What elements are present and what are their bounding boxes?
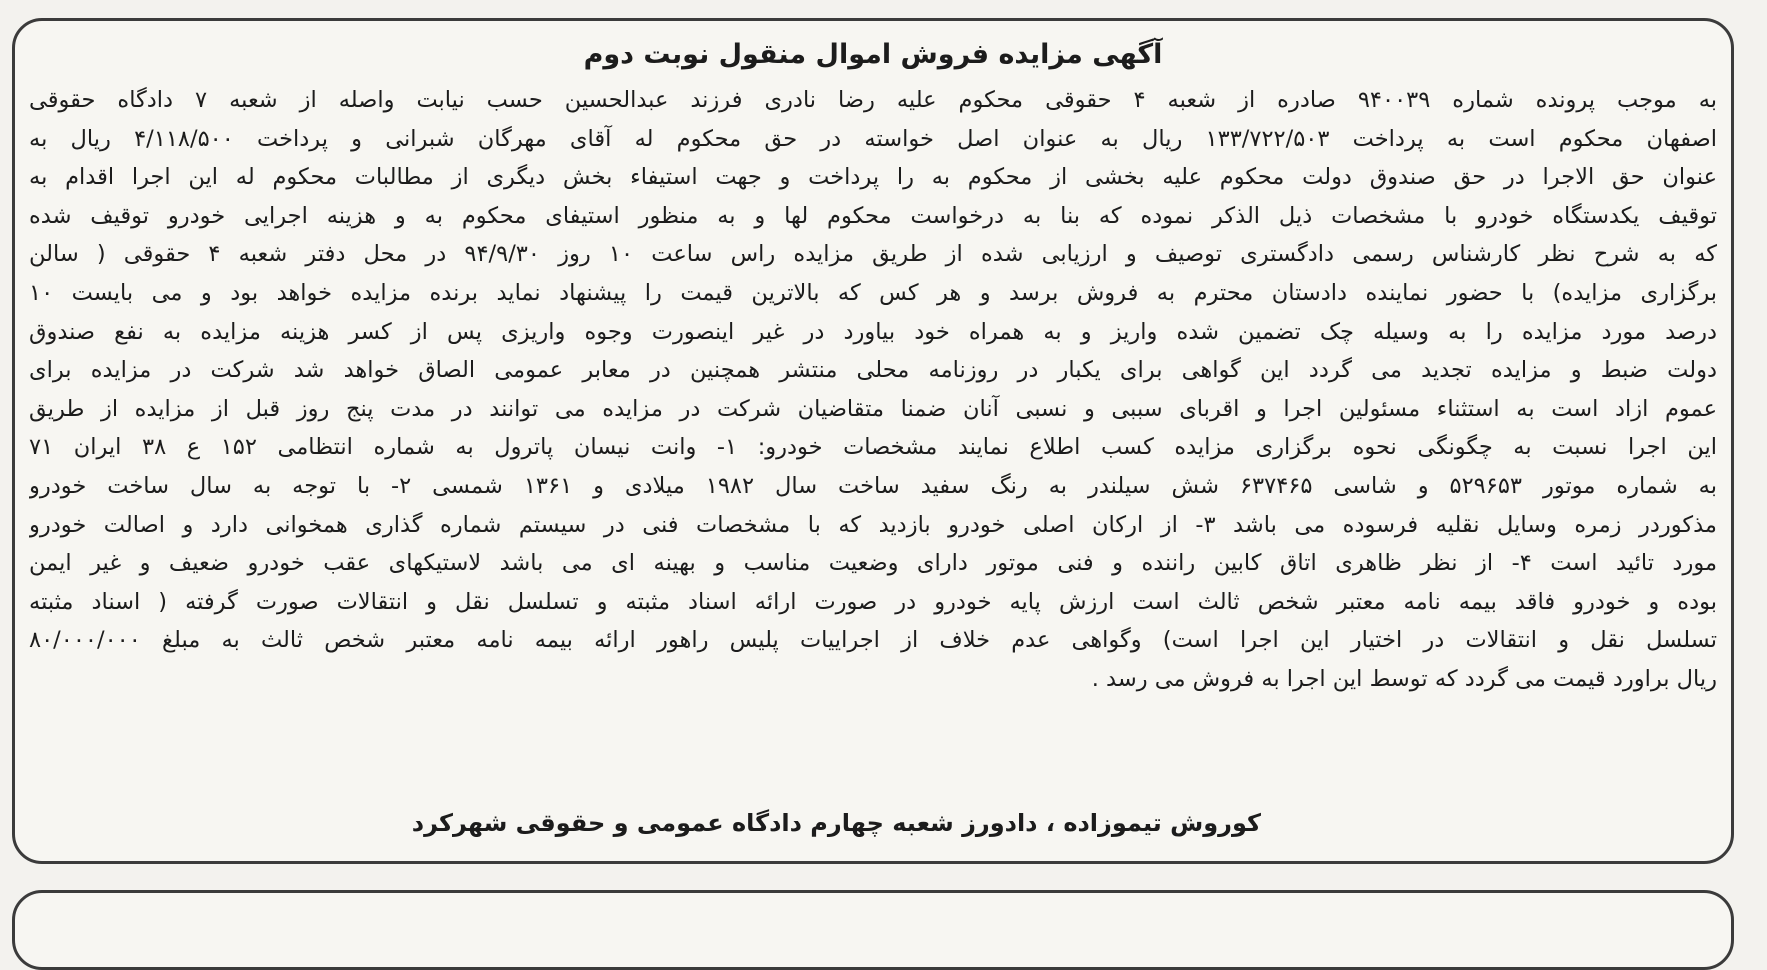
notice-line: به موجب پرونده شماره ۹۴۰۰۳۹ صادره از شعبه ۴ حقوقی محکوم علیه رضا نادری فرزند عبدالحسین حسب نیابت واصله از شعبه ۷ دادگاه حقوقی	[29, 87, 1717, 113]
notice-line: درصد مورد مزایده را به وسیله چک تضمین شده واریز و به همراه خود بیاورد در غیر اینصورت وجوه واریزی پس از کسر هزینه مزایده به نفع صندوق	[29, 318, 1717, 345]
notice-line: برگزاری مزایده) با حضور نماینده دادستان محترم به فروش برسد و هر کس که بالاترین قیمت را پیشنهاد نماید برنده مزایده خواهد بود و می بایست ۱۰	[29, 279, 1717, 306]
notice-line: عنوان حق الاجرا در حق صندوق دولت محکوم علیه بخشی از محکوم به را پرداخت و جهت استیفاء بخش دیگری از مطالبات محکوم له این اجرا اقدام به	[29, 164, 1717, 191]
notice-line: که به شرح نظر کارشناس رسمی دادگستری توصیف و ارزیابی شده از طریق مزایده راس ساعت ۱۰ روز ۹۴/۹/۳۰ در محل دفتر شعبه ۴ حقوقی ( سالن	[29, 241, 1717, 268]
notice-line: بوده و خودرو فاقد بیمه نامه معتبر شخص ثالث است ارزش پایه خودرو در صورت ارائه اسناد مثبته و تسلسل نقل و انتقالات صورت گرفته ( اسناد مثبته	[29, 588, 1717, 615]
notice-line: مورد تائید است ۴- از نظر ظاهری اتاق کابین راننده و فنی موتور دارای وضعیت مناسب و بهینه ای می باشد لاستیکهای عقب خودرو ضعیف و غیر ایمن	[29, 550, 1717, 577]
next-notice-box	[12, 890, 1734, 970]
notice-line: عموم ازاد است به استثناء مسئولین اجرا و اقربای سببی و نسبی آنان ضمنا متقاضیان شرکت در مزایده می توانند در مدت پنج روز قبل از مزایده از طریق	[29, 395, 1717, 422]
notice-line: به شماره موتور ۵۲۹۶۵۳ و شاسی ۶۳۷۴۶۵ شش سیلندر به رنگ سفید ساخت سال ۱۹۸۲ میلادی و ۱۳۶۱ شمسی ۲- با توجه به سال ساخت خودرو	[29, 472, 1717, 499]
notice-line: تسلسل نقل و انتقالات در اختیار این اجرا است) وگواهی عدم خلاف از اجراییات پلیس راهور ارائه بیمه نامه معتبر شخص ثالث به مبلغ ۸۰/۰۰۰/۰۰۰	[29, 627, 1717, 654]
notice-signature: کوروش تیموزاده ، دادورز شعبه چهارم دادگاه عمومی و حقوقی شهرکرد	[411, 809, 1261, 837]
notice-line: این اجرا نسبت به چگونگی نحوه برگزاری مزایده کسب اطلاع نمایند مشخصات خودرو: ۱- وانت نیسان پاترول به شماره انتظامی ۱۵۲ ع ۳۸ ایران ۷۱	[29, 434, 1717, 461]
notice-line: توقیف یکدستگاه خودرو با مشخصات ذیل الذکر نموده که بنا به درخواست محکوم لها و به منظور استیفای محکوم به و هزینه اجرایی خودرو توقیف شده	[29, 202, 1717, 229]
notice-line: مذکوردر زمره وسایل نقلیه فرسوده می باشد ۳- از ارکان اصلی خودرو بازدید که با مشخصات فنی در سیستم شماره گذاری همخوانی دارد و اصالت خودرو	[29, 511, 1717, 538]
notice-title: آگهی مزایده فروش اموال منقول نوبت دوم	[583, 39, 1163, 70]
notice-line: اصفهان محکوم است به پرداخت ۱۳۳/۷۲۲/۵۰۳ ریال به عنوان اصل خواسته در حق محکوم له آقای مهرگان شبرانی و پرداخت ۴/۱۱۸/۵۰۰ ریال به	[29, 125, 1717, 152]
notice-body	[29, 81, 1717, 699]
auction-notice-box	[12, 18, 1734, 864]
notice-line: دولت ضبط و مزایده تجدید می گردد این گواهی برای یکبار در روزنامه محلی منتشر همچنین در معابر عمومی الصاق خواهد شد شرکت در مزایده برای	[29, 357, 1717, 384]
notice-line: ریال براورد قیمت می گردد که توسط این اجرا به فروش می رسد .	[1091, 665, 1717, 692]
